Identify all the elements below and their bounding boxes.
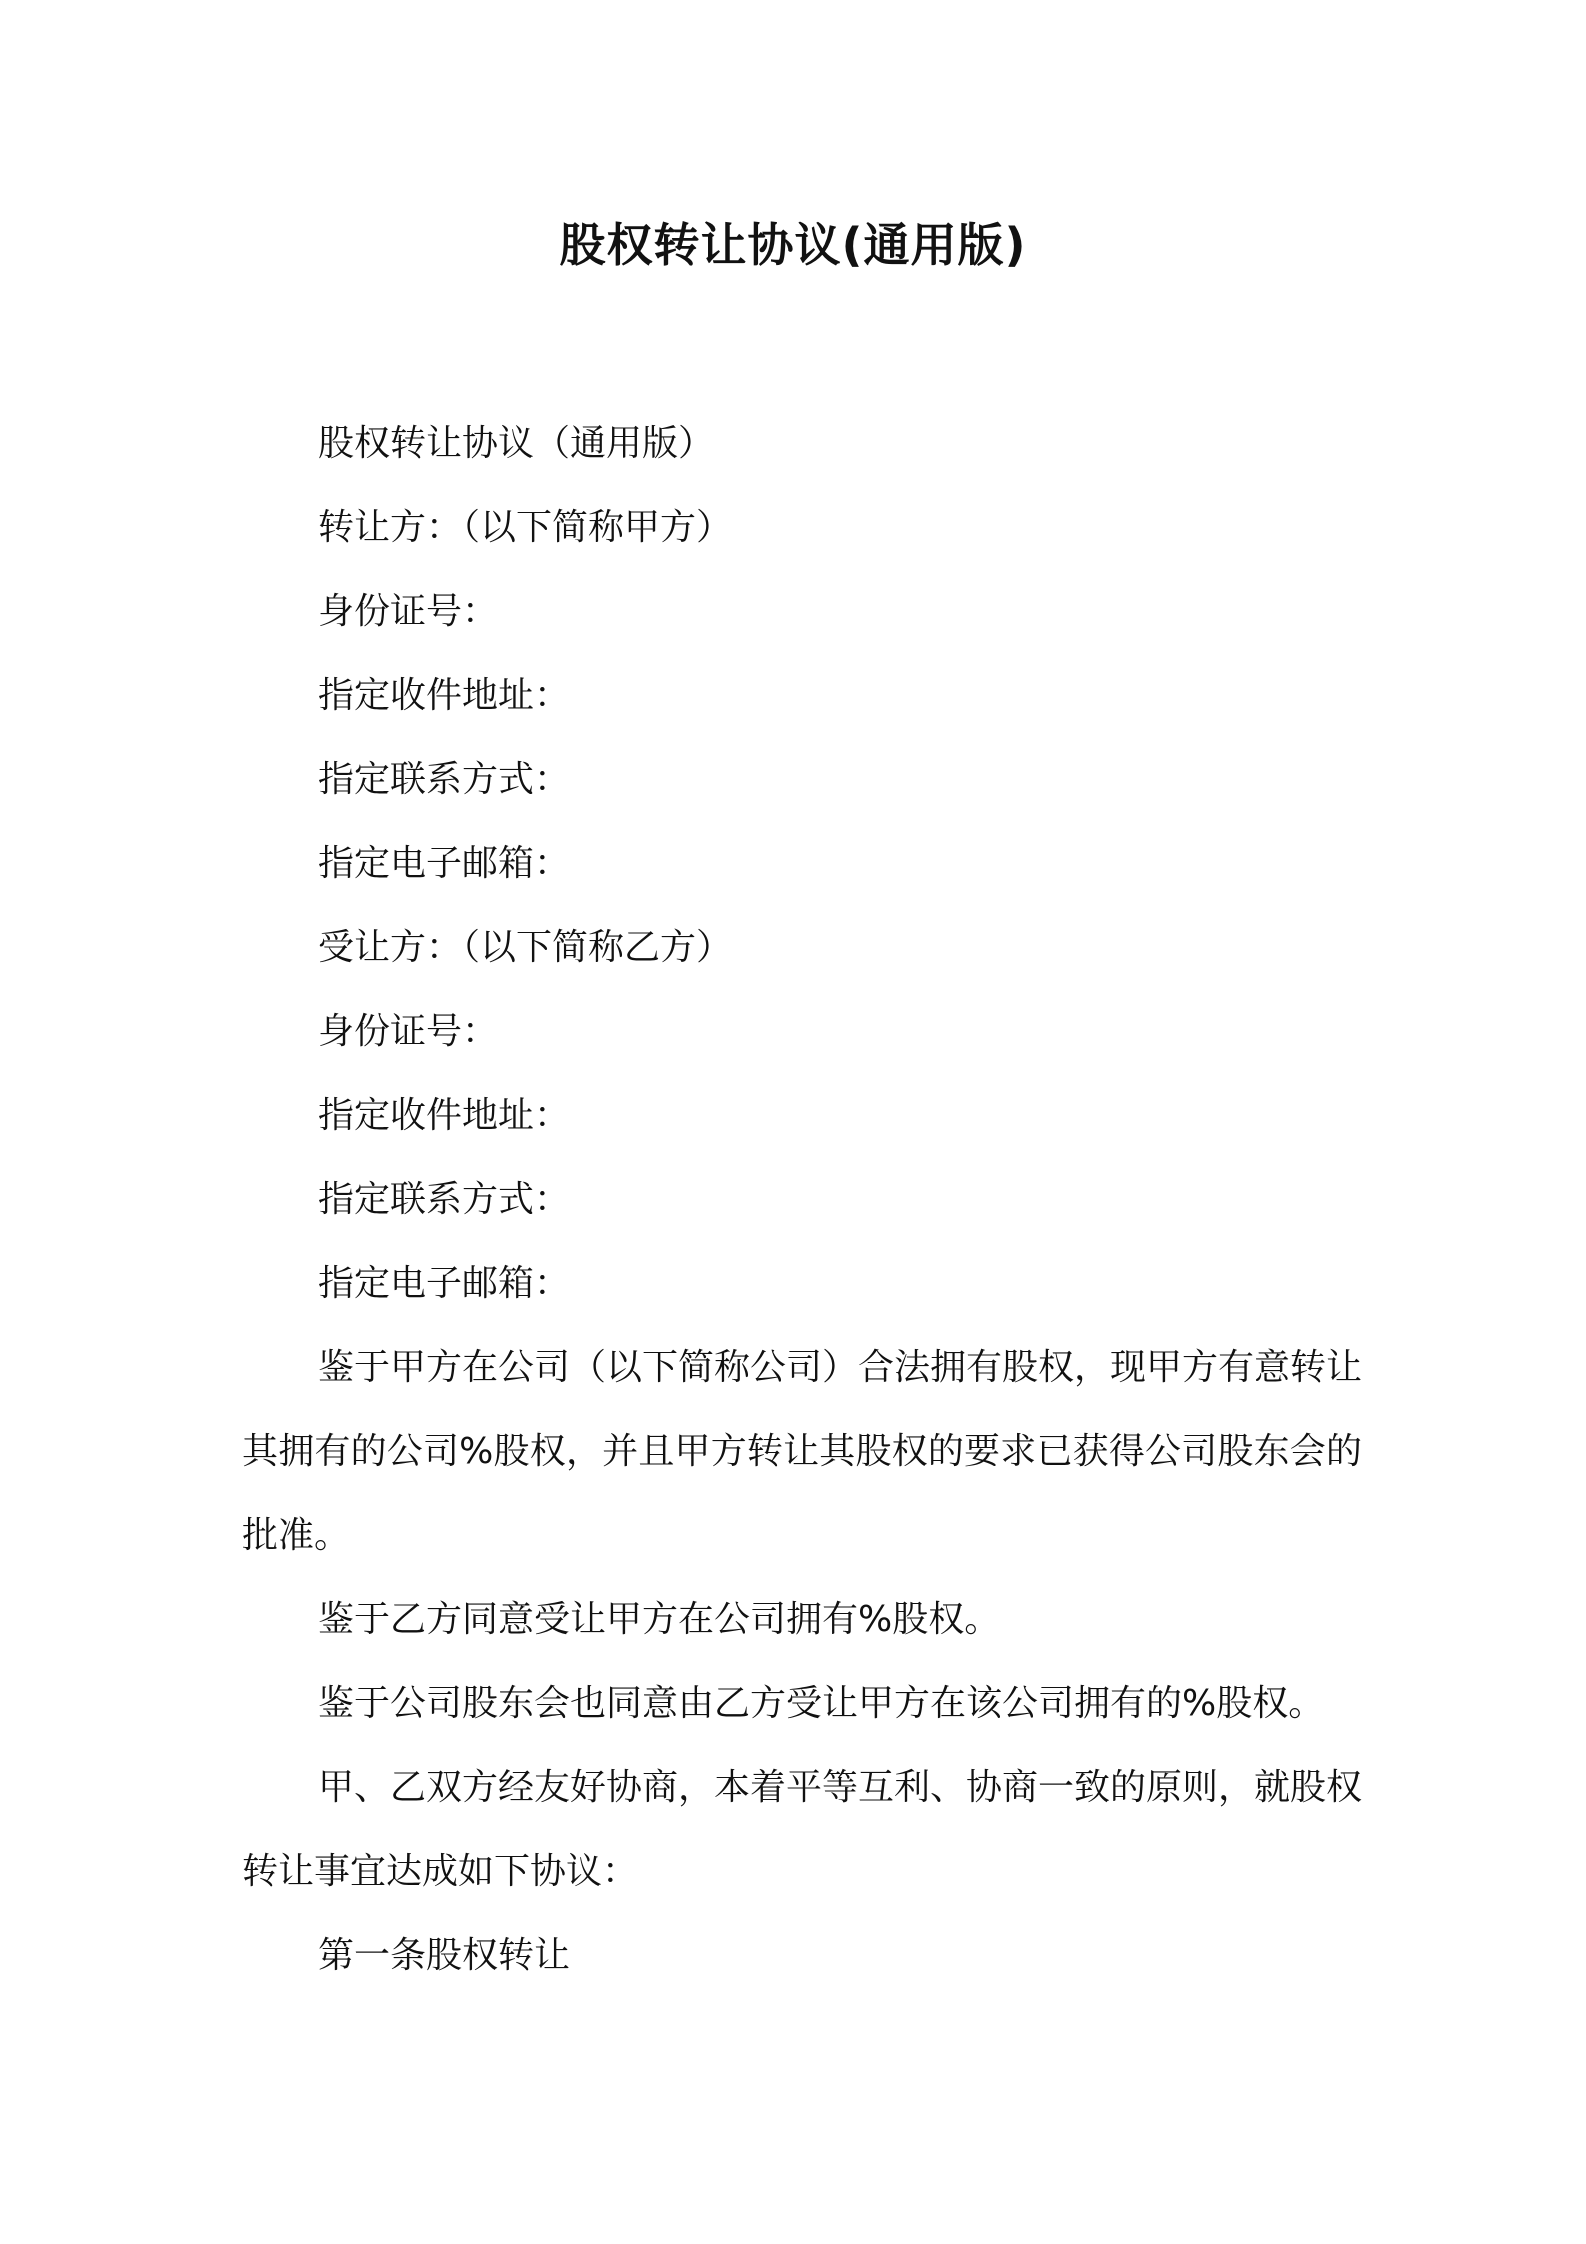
recital-paragraph: 鉴于公司股东会也同意由乙方受让甲方在该公司拥有的%股权。: [318, 1683, 1325, 1724]
transferee-label: 受让方：（以下简称乙方）: [318, 927, 733, 968]
article-heading: 第一条股权转让: [318, 1935, 571, 1976]
transferee-id-number: 身份证号：: [318, 1011, 499, 1052]
doc-subtitle: 股权转让协议（通用版）: [318, 423, 715, 464]
transferor-contact: 指定联系方式：: [318, 759, 571, 800]
transferee-contact: 指定联系方式：: [318, 1179, 571, 1220]
transferee-email: 指定电子邮箱：: [318, 1263, 571, 1304]
transferor-email: 指定电子邮箱：: [318, 843, 571, 884]
transferor-id-number: 身份证号：: [318, 591, 499, 632]
document-title: 股权转让协议(通用版): [559, 218, 1027, 272]
recital-paragraph: 鉴于甲方在公司（以下简称公司）合法拥有股权，现甲方有意转让其拥有的公司%股权，并且甲方转让其股权的要求已获得公司股东会的批准。: [242, 1347, 1363, 1556]
agreement-intro-paragraph: 甲、乙双方经友好协商，本着平等互利、协商一致的原则，就股权转让事宜达成如下协议：: [242, 1767, 1363, 1892]
document-body: [242, 402, 1362, 1998]
transferor-address: 指定收件地址：: [318, 675, 571, 716]
transferee-address: 指定收件地址：: [318, 1095, 571, 1136]
recital-paragraph: 鉴于乙方同意受让甲方在公司拥有%股权。: [318, 1599, 1001, 1640]
transferor-label: 转让方：（以下简称甲方）: [318, 507, 733, 548]
